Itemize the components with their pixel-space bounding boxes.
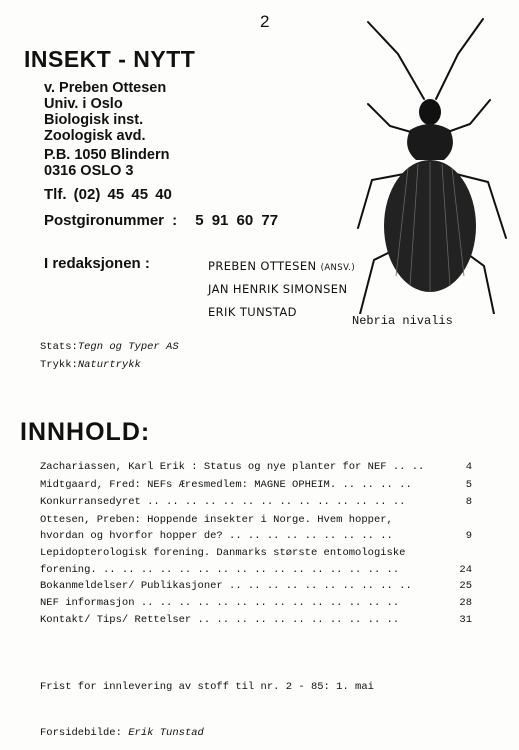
editor-name-text: PREBEN OTTESEN (208, 259, 317, 273)
address-line: v. Preben Ottesen (44, 80, 167, 96)
toc-entry-text: Lepidopterologisk forening. Danmarks største entomologiske (40, 547, 406, 559)
submission-deadline: Frist for innlevering av stoff til nr. 2 - 85: 1. mai (40, 681, 374, 693)
editor-role: (ANSV.) (320, 263, 356, 273)
toc-entry-page: 31 (459, 614, 472, 626)
editor-name: ERIK TUNSTAD (208, 305, 297, 319)
credit-stats-value: Tegn og Typer AS (77, 341, 179, 353)
address-line: Univ. i Oslo (44, 96, 123, 112)
toc-entry-page: 24 (459, 564, 472, 576)
address-line: Zoologisk avd. (44, 128, 146, 144)
toc-entry-text: Midtgaard, Fred: NEFs Æresmedlem: MAGNE OPHEIM. .. .. .. .. (40, 479, 412, 491)
credit-print (40, 359, 141, 371)
credit-stats-label: Stats: (40, 341, 78, 353)
illustration-caption: Nebria nivalis (352, 314, 453, 328)
editorial-label: I redaksjonen : (44, 255, 150, 272)
toc-entry-text: Zachariassen, Karl Erik : Status og nye planter for NEF .. .. (40, 461, 425, 473)
credit-print-value: Naturtrykk (77, 359, 141, 371)
giro-line (44, 212, 278, 229)
giro-label: Postgironummer : (44, 212, 178, 229)
beetle-illustration (338, 14, 518, 314)
toc-entry (40, 597, 472, 609)
credit-stats (40, 341, 179, 353)
toc-entry (40, 479, 472, 491)
toc-entry-text: NEF informasjon .. .. .. .. .. .. .. .. .. .. .. .. .. .. (40, 597, 400, 609)
giro-value: 5 91 60 77 (195, 212, 279, 229)
masthead-title: INSEKT - NYTT (24, 46, 196, 72)
toc-entry-text: Konkurransedyret .. .. .. .. .. .. .. .. .. .. .. .. .. .. (40, 496, 406, 508)
contents-heading: INNHOLD: (20, 418, 151, 446)
toc-entry (40, 514, 472, 526)
cover-credit (40, 727, 204, 739)
toc-entry (40, 580, 472, 592)
toc-entry-page: 4 (465, 461, 472, 473)
toc-entry (40, 564, 472, 576)
address-line: P.B. 1050 Blindern (44, 147, 170, 163)
toc-entry-page: 28 (459, 597, 472, 609)
toc-entry-page: 25 (459, 580, 472, 592)
toc-entry (40, 530, 472, 542)
editor-name: JAN HENRIK SIMONSEN (208, 282, 348, 296)
toc-entry-text: Ottesen, Preben: Hoppende insekter i Norge. Hvem hopper, (40, 514, 393, 526)
toc-entry (40, 461, 472, 473)
toc-entry (40, 496, 472, 508)
toc-entry (40, 547, 472, 559)
address-line: Biologisk inst. (44, 112, 144, 128)
address-line: 0316 OSLO 3 (44, 163, 134, 179)
toc-entry-page: 5 (465, 479, 472, 491)
toc-entry-page: 9 (465, 530, 472, 542)
page-number: 2 (260, 12, 270, 31)
cover-credit-label: Forsidebilde: (40, 727, 122, 739)
toc-entry-text: hvordan og hvorfor hopper de? .. .. .. .. .. .. .. .. .. (40, 530, 393, 542)
toc-entry-text: forening. .. .. .. .. .. .. .. .. .. .. .. .. .. .. .. .. (40, 564, 400, 576)
credit-print-label: Trykk: (40, 359, 78, 371)
phone-number: Tlf. (02) 45 45 40 (44, 186, 172, 203)
editor-name (208, 259, 355, 273)
toc-entry-page: 8 (465, 496, 472, 508)
toc-entry-text: Bokanmeldelser/ Publikasjoner .. .. .. .. .. .. .. .. .. .. (40, 580, 412, 592)
toc-entry-text: Kontakt/ Tips/ Rettelser .. .. .. .. .. .. .. .. .. .. .. (40, 614, 400, 626)
toc-entry (40, 614, 472, 626)
cover-credit-value: Erik Tunstad (128, 727, 204, 739)
